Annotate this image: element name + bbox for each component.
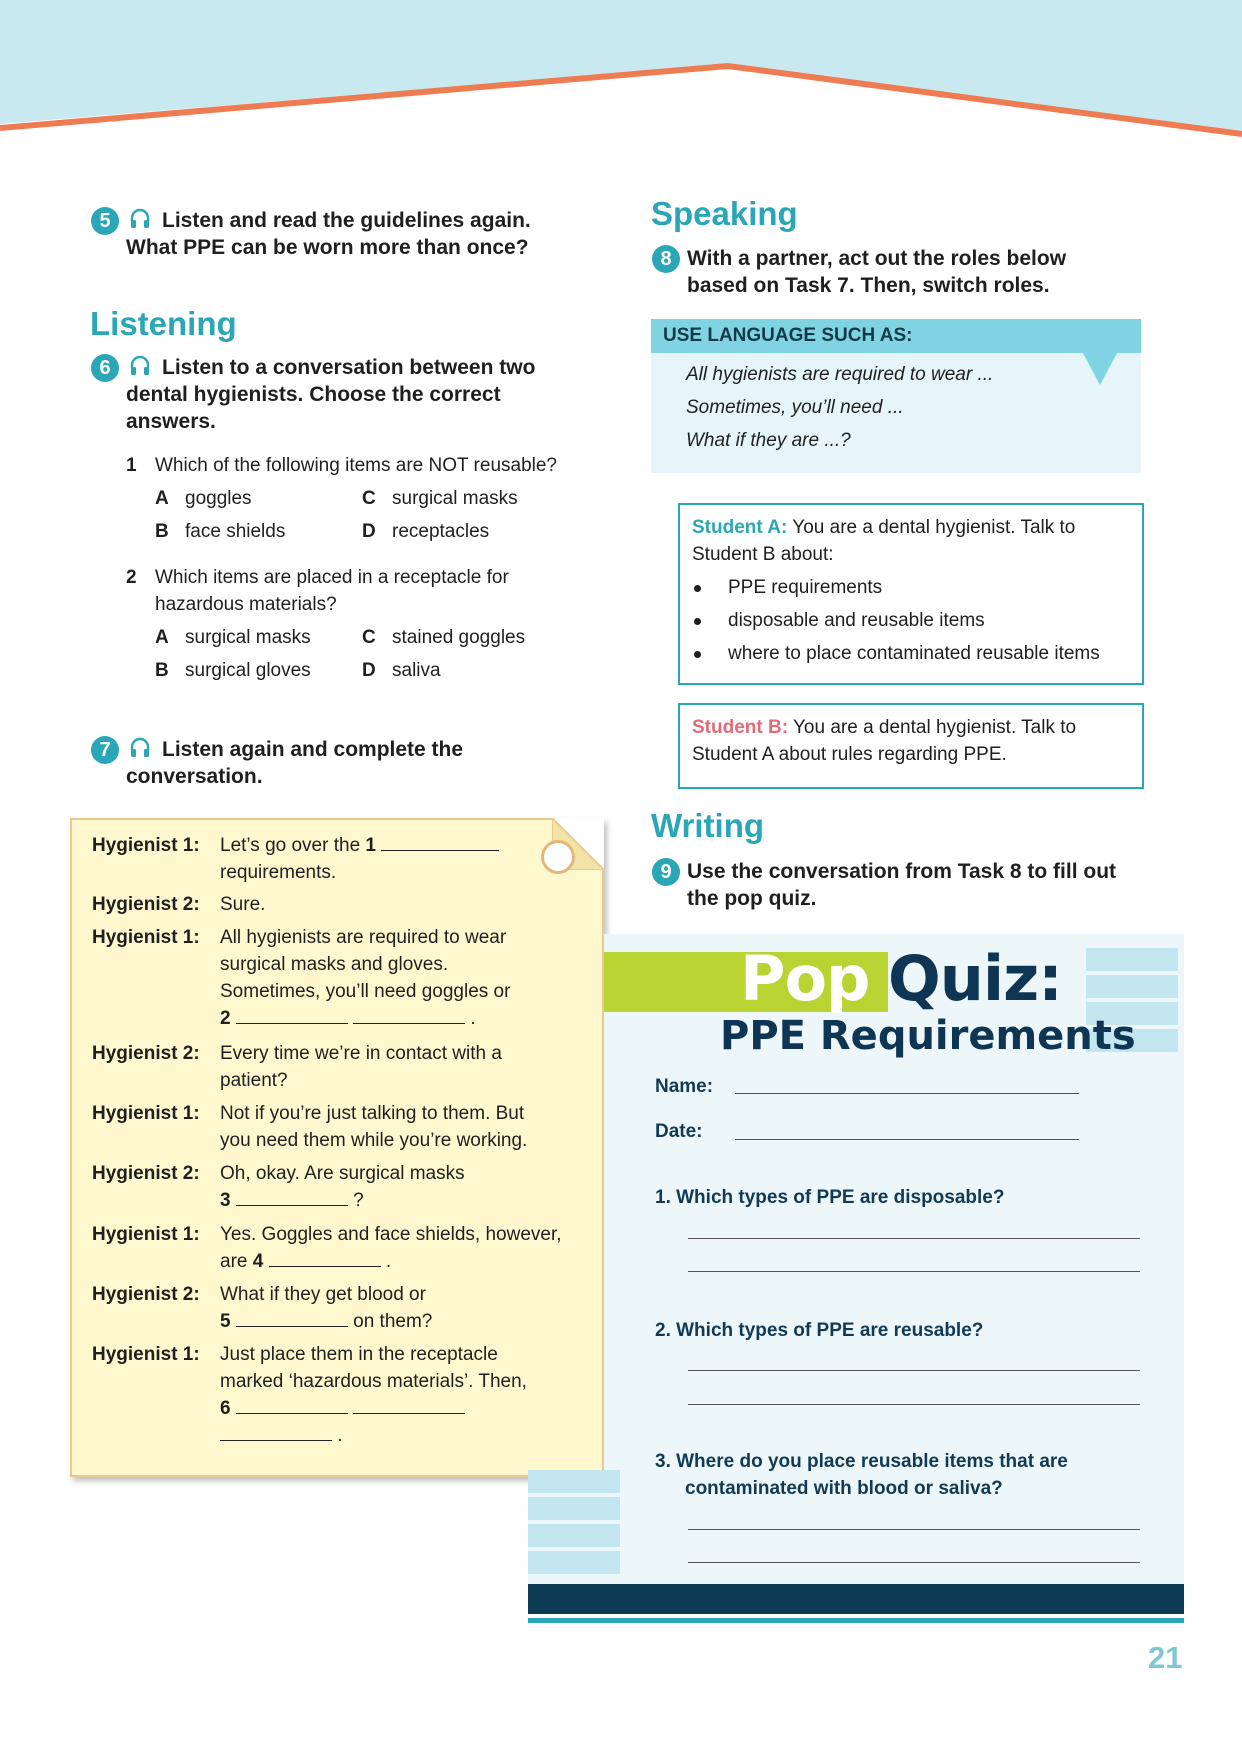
task-8-number: 8 (652, 245, 680, 273)
headphones-icon[interactable] (129, 355, 151, 377)
language-phrase: What if they are ...? (686, 430, 851, 451)
task-9-instruction-line1: Use the conversation from Task 8 to fill out (687, 860, 1117, 883)
question-1-text: Which of the following items are NOT reusable? (155, 455, 557, 476)
language-phrase: Sometimes, you’ll need ... (686, 397, 904, 418)
blank-6a[interactable] (236, 1395, 348, 1414)
writing-heading: Writing (651, 807, 765, 844)
q1-option-b[interactable]: B face shields (155, 521, 286, 542)
student-a-line2: Student B about: (692, 544, 834, 565)
decor-stripe (528, 1470, 620, 1493)
top-banner (0, 0, 1242, 140)
answer-line[interactable] (688, 1238, 1140, 1239)
pop-quiz-footer-bar (528, 1584, 1184, 1614)
student-a-bullet: where to place contaminated reusable items (728, 643, 1100, 664)
speaker-label: Hygienist 2: (92, 894, 200, 915)
blank-2a[interactable] (236, 1005, 348, 1024)
speaker-label: Hygienist 1: (92, 927, 200, 948)
speaker-label: Hygienist 2: (92, 1043, 200, 1064)
decor-stripe (528, 1551, 620, 1574)
speaker-label: Hygienist 1: (92, 1344, 200, 1365)
decor-stripe (1086, 975, 1178, 998)
task-7-instruction-line2: conversation. (126, 765, 263, 788)
q2-option-b[interactable]: B surgical gloves (155, 660, 311, 681)
speaker-label: Hygienist 2: (92, 1284, 200, 1305)
blank-5[interactable] (236, 1308, 348, 1327)
student-b-line1: Student B: You are a dental hygienist. Talk to (692, 717, 1077, 738)
speaker-label: Hygienist 2: (92, 1163, 200, 1184)
name-label: Name: (655, 1076, 714, 1097)
blank-6c[interactable] (220, 1422, 332, 1441)
language-box-header: USE LANGUAGE SUCH AS: (651, 319, 1141, 353)
blank-4[interactable] (269, 1248, 381, 1267)
pop-quiz-title-pop: Pop (740, 942, 870, 1015)
bullet-dot (694, 585, 701, 592)
student-a-bullet: disposable and reusable items (728, 610, 985, 631)
pop-quiz-subtitle: PPE Requirements (720, 1013, 1136, 1059)
q2-option-d[interactable]: D saliva (362, 660, 441, 681)
task-5-instruction-line1: Listen and read the guidelines again. (162, 209, 531, 232)
pop-quiz-title-quiz: Quiz: (888, 942, 1062, 1015)
task-6-instruction-line2: dental hygienists. Choose the correct (126, 383, 501, 406)
blank-1[interactable] (381, 832, 499, 851)
page-number: 21 (1148, 1640, 1183, 1675)
task-5-number: 5 (91, 207, 119, 235)
pop-quiz-footer-accent (528, 1618, 1184, 1623)
headphones-icon[interactable] (129, 208, 151, 230)
question-2-text-line2: hazardous materials? (155, 594, 337, 615)
blank-2b[interactable] (353, 1005, 465, 1024)
question-2-number: 2 (126, 567, 137, 588)
speech-tail-icon (1083, 353, 1117, 387)
quiz-question-3-line1: 3. Where do you place reusable items that are (655, 1451, 1068, 1472)
answer-line[interactable] (688, 1562, 1140, 1563)
task-7-instruction-line1: Listen again and complete the (162, 738, 464, 761)
speaker-label: Hygienist 1: (92, 1224, 200, 1245)
student-a-bullet: PPE requirements (728, 577, 883, 598)
answer-line[interactable] (688, 1370, 1140, 1371)
date-field[interactable] (735, 1139, 1079, 1140)
q1-option-c[interactable]: C surgical masks (362, 488, 518, 509)
name-field[interactable] (735, 1093, 1079, 1094)
answer-line[interactable] (688, 1271, 1140, 1272)
task-6-number: 6 (91, 354, 119, 382)
blank-6b[interactable] (353, 1395, 465, 1414)
speaking-heading: Speaking (651, 195, 798, 232)
student-b-line2: Student A about rules regarding PPE. (692, 744, 1007, 765)
task-7-number: 7 (91, 736, 119, 764)
headphones-icon[interactable] (129, 737, 151, 759)
quiz-question-2: 2. Which types of PPE are reusable? (655, 1320, 984, 1341)
task-6-instruction-line1: Listen to a conversation between two (162, 356, 536, 379)
task-6-instruction-line3: answers. (126, 410, 216, 433)
answer-line[interactable] (688, 1529, 1140, 1530)
decor-stripe (1086, 948, 1178, 971)
speaker-label: Hygienist 1: (92, 835, 200, 856)
decor-stripe (528, 1497, 620, 1520)
quiz-question-1: 1. Which types of PPE are disposable? (655, 1187, 1005, 1208)
decor-stripe (528, 1524, 620, 1547)
listening-heading: Listening (90, 305, 237, 342)
date-label: Date: (655, 1121, 703, 1142)
quiz-question-3-line2: contaminated with blood or saliva? (685, 1478, 1003, 1499)
question-2-text-line1: Which items are placed in a receptacle for (155, 567, 509, 588)
task-5-instruction-line2: What PPE can be worn more than once? (126, 236, 529, 259)
language-phrase: All hygienists are required to wear ... (686, 364, 994, 385)
q1-option-d[interactable]: D receptacles (362, 521, 490, 542)
question-1-number: 1 (126, 455, 137, 476)
blank-3[interactable] (236, 1187, 348, 1206)
note-punch-hole (541, 840, 575, 874)
q2-option-a[interactable]: A surgical masks (155, 627, 311, 648)
speaker-label: Hygienist 1: (92, 1103, 200, 1124)
q1-option-a[interactable]: A goggles (155, 488, 252, 509)
task-9-instruction-line2: the pop quiz. (687, 887, 817, 910)
q2-option-c[interactable]: C stained goggles (362, 627, 526, 648)
student-a-line1: Student A: You are a dental hygienist. Talk to (692, 517, 1076, 538)
bullet-dot (694, 618, 701, 625)
task-9-number: 9 (652, 858, 680, 886)
answer-line[interactable] (688, 1404, 1140, 1405)
task-8-instruction-line2: based on Task 7. Then, switch roles. (687, 274, 1050, 297)
bullet-dot (694, 651, 701, 658)
task-8-instruction-line1: With a partner, act out the roles below (687, 247, 1067, 270)
